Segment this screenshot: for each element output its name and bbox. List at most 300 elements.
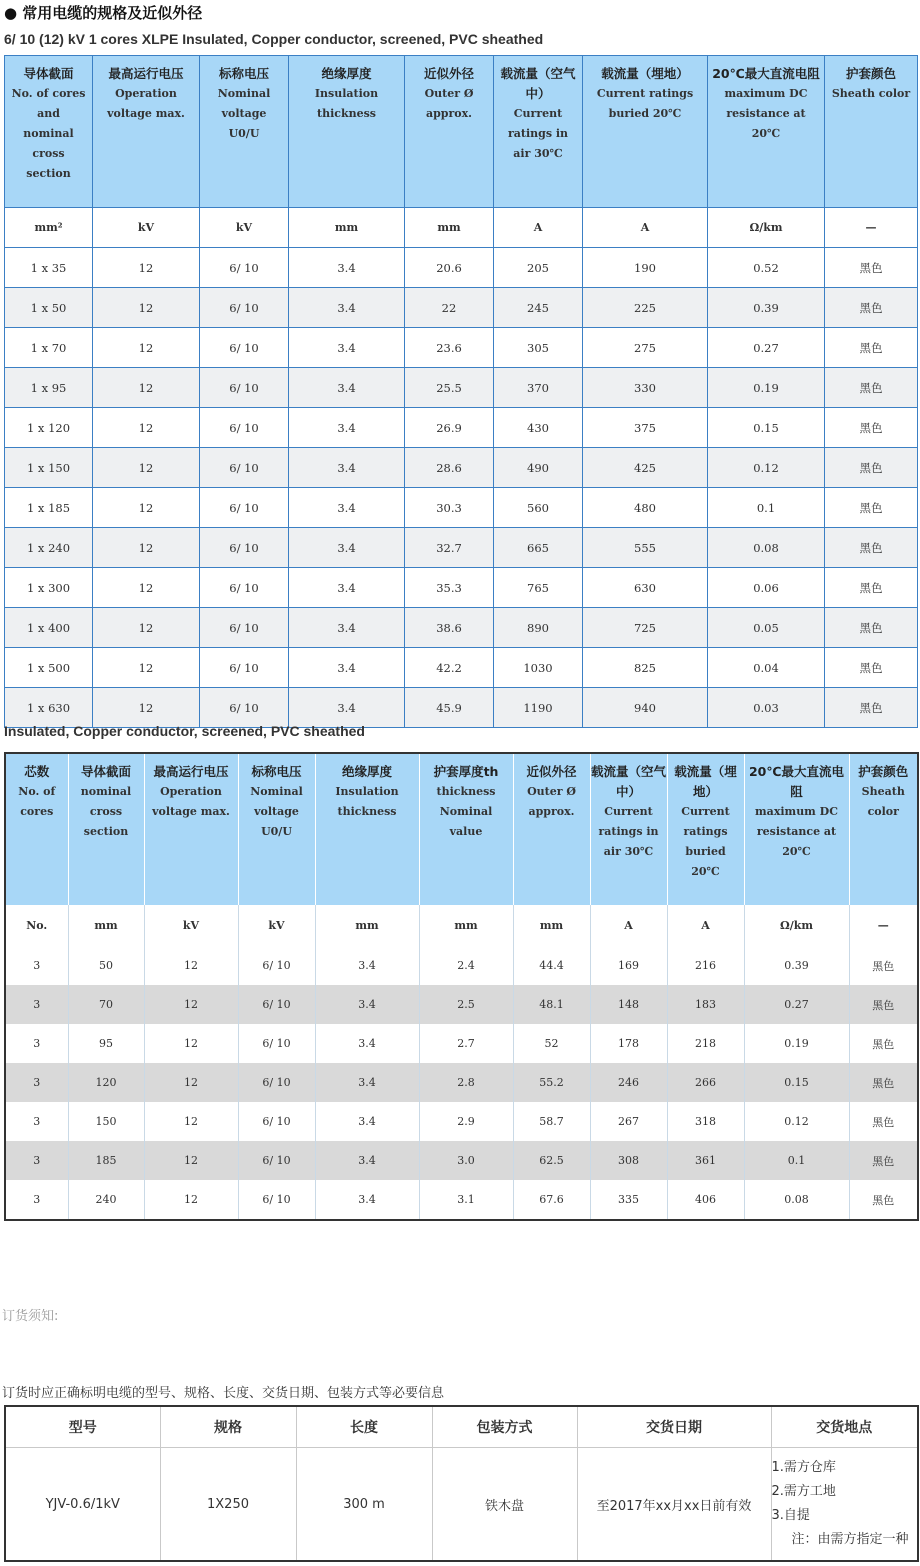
table-cell: 2.5	[419, 985, 513, 1024]
table-cell: 黑色	[825, 328, 918, 368]
column-header-en: nominal cross section	[80, 785, 132, 838]
table-cell: 3.4	[315, 946, 419, 985]
unit-cell: mm	[289, 208, 405, 248]
order-header-delivery-date: 交货日期	[577, 1406, 771, 1448]
table-cell: 32.7	[405, 528, 494, 568]
delivery-location-2: 2.需方工地	[771, 1484, 836, 1499]
table-cell: 225	[583, 288, 708, 328]
table-cell: 12	[93, 608, 200, 648]
table-cell: 430	[494, 408, 583, 448]
column-header	[708, 56, 825, 208]
table-cell: 361	[667, 1141, 744, 1180]
table-cell: 425	[583, 448, 708, 488]
column-header-cn: 近似外径	[526, 764, 577, 779]
table-cell: 120	[68, 1063, 144, 1102]
table-cell: 12	[93, 408, 200, 448]
order-notice-label: 订货须知:	[2, 1309, 59, 1324]
table-cell: 245	[494, 288, 583, 328]
unit-cell: —	[849, 905, 918, 946]
table-cell: 黑色	[849, 1063, 918, 1102]
table-row	[5, 248, 918, 288]
table-cell: 2.4	[419, 946, 513, 985]
table-cell: 6/ 10	[200, 408, 289, 448]
column-header-en: Insulation thickness	[335, 785, 399, 818]
table-row	[5, 608, 918, 648]
table-cell: 6/ 10	[238, 1063, 315, 1102]
table-cell: 3.4	[315, 985, 419, 1024]
table-cell: 黑色	[825, 688, 918, 728]
table-cell: 406	[667, 1180, 744, 1220]
table-row	[5, 1141, 918, 1180]
table-cell: 12	[93, 528, 200, 568]
column-header-cn: 20℃最大直流电阻	[712, 66, 820, 81]
table-cell: 0.15	[708, 408, 825, 448]
table-cell: 0.19	[744, 1024, 849, 1063]
table-cell: 28.6	[405, 448, 494, 488]
table-cell: 318	[667, 1102, 744, 1141]
order-delivery-location	[771, 1448, 918, 1562]
table-cell: 黑色	[825, 648, 918, 688]
table-cell: 0.52	[708, 248, 825, 288]
table-cell: 555	[583, 528, 708, 568]
order-header-packaging: 包装方式	[432, 1406, 577, 1448]
column-header	[849, 753, 918, 905]
unit-cell: mm	[513, 905, 590, 946]
table-row	[5, 408, 918, 448]
column-header-cn: 标称电压	[218, 66, 269, 81]
column-header-en: Current ratings in air 30℃	[598, 805, 659, 858]
table-cell: 67.6	[513, 1180, 590, 1220]
unit-cell: mm	[315, 905, 419, 946]
column-header-cn: 近似外径	[423, 66, 474, 81]
column-header-cn: 绝缘厚度	[341, 764, 392, 779]
table-cell: 178	[590, 1024, 667, 1063]
table-cell: 169	[590, 946, 667, 985]
table-cell: 185	[68, 1141, 144, 1180]
table-cell: 246	[590, 1063, 667, 1102]
table-cell: 3	[33, 1037, 41, 1050]
column-header-cn: 芯数	[24, 764, 50, 779]
unit-cell: —	[825, 208, 918, 248]
table-cell: 490	[494, 448, 583, 488]
table-cell: 12	[93, 368, 200, 408]
table-cell: 190	[583, 248, 708, 288]
unit-cell: kV	[93, 208, 200, 248]
table-cell: 黑色	[825, 568, 918, 608]
table-cell: 1190	[494, 688, 583, 728]
table-cell: 0.12	[744, 1102, 849, 1141]
table-cell: 0.1	[708, 488, 825, 528]
table-cell: 42.2	[405, 648, 494, 688]
table-cell: 黑色	[825, 248, 918, 288]
table-cell: 0.03	[708, 688, 825, 728]
column-header-en: Nominal voltage U0/U	[250, 785, 303, 838]
column-header-cn: 标称电压	[251, 764, 302, 779]
table-row	[5, 1063, 918, 1102]
table-cell: 3.4	[315, 1024, 419, 1063]
column-header-cn: 最高运行电压	[153, 764, 229, 779]
table-cell: 6/ 10	[238, 1141, 315, 1180]
delivery-location-1: 1.需方仓库	[771, 1460, 836, 1475]
table-cell: 6/ 10	[200, 688, 289, 728]
column-header-cn: 最高运行电压	[108, 66, 184, 81]
table-cell: 3	[33, 959, 41, 972]
table-cell: 3.4	[315, 1102, 419, 1141]
table-cell: 150	[68, 1102, 144, 1141]
table-cell: 52	[513, 1024, 590, 1063]
table-cell: 3	[5, 1063, 68, 1102]
table-cell: 12	[144, 1141, 238, 1180]
column-header	[5, 56, 93, 208]
table-row	[5, 1024, 918, 1063]
table-cell: 48.1	[513, 985, 590, 1024]
column-header-cn: 载流量（埋地）	[674, 764, 737, 799]
column-header-en: Insulation thickness	[314, 87, 379, 120]
order-packaging: 铁木盘	[432, 1448, 577, 1562]
table-cell: 6/ 10	[200, 528, 289, 568]
unit-cell: mm	[419, 905, 513, 946]
order-header-spec: 规格	[160, 1406, 296, 1448]
column-header	[405, 56, 494, 208]
table-cell: 2.8	[419, 1063, 513, 1102]
table-row	[5, 648, 918, 688]
column-header-en: Current ratings in air 30℃	[507, 107, 569, 160]
table-cell: 148	[590, 985, 667, 1024]
column-header	[5, 753, 68, 905]
table-cell: 黑色	[849, 1180, 918, 1220]
table-cell: 62.5	[513, 1141, 590, 1180]
table-row	[5, 946, 918, 985]
table-cell: 0.12	[708, 448, 825, 488]
table-cell: 44.4	[513, 946, 590, 985]
table-row	[5, 448, 918, 488]
table-cell: 25.5	[405, 368, 494, 408]
table-cell: 6/ 10	[200, 448, 289, 488]
table-cell: 1 x 95	[5, 368, 93, 408]
page-heading: ● 常用电缆的规格及近似外径	[4, 4, 203, 22]
table-cell: 6/ 10	[200, 328, 289, 368]
table-row	[5, 288, 918, 328]
table-cell: 0.39	[744, 946, 849, 985]
unit-cell: kV	[144, 905, 238, 946]
table-cell: 940	[583, 688, 708, 728]
column-header-cn: 20℃最大直流电阻	[748, 764, 845, 799]
column-header-en: Nominal voltage U0/U	[217, 87, 271, 140]
column-header	[590, 753, 667, 905]
table-cell: 黑色	[825, 488, 918, 528]
table-cell: 黑色	[849, 946, 918, 985]
table-cell: 6/ 10	[238, 1024, 315, 1063]
table-cell: 3.4	[289, 568, 405, 608]
unit-cell: kV	[238, 905, 315, 946]
table-cell: 6/ 10	[200, 248, 289, 288]
table-cell: 3.4	[315, 1063, 419, 1102]
column-header	[513, 753, 590, 905]
unit-cell: A	[494, 208, 583, 248]
table-cell: 1 x 300	[5, 568, 93, 608]
delivery-location-3: 3.自提	[771, 1508, 810, 1523]
column-header-en: Operation voltage max.	[107, 87, 185, 120]
table-cell: 12	[93, 648, 200, 688]
table1-title: 6/ 10 (12) kV 1 cores XLPE Insulated, Copper conductor, screened, PVC sheathed	[4, 31, 544, 47]
table-cell: 6/ 10	[200, 288, 289, 328]
table-cell: 58.7	[513, 1102, 590, 1141]
column-header-en: Current ratings buried 20℃	[596, 87, 694, 120]
column-header-en: No. of cores	[18, 785, 56, 818]
table-cell: 3.0	[419, 1141, 513, 1180]
table-cell: 26.9	[405, 408, 494, 448]
delivery-note: 注：由需方指定一种	[791, 1532, 909, 1547]
order-instructions: 订货时应正确标明电缆的型号、规格、长度、交货日期、包装方式等必要信息	[2, 1386, 445, 1401]
table-cell: 2.9	[419, 1102, 513, 1141]
table-cell: 183	[667, 985, 744, 1024]
table-cell: 218	[667, 1024, 744, 1063]
table-cell: 黑色	[825, 528, 918, 568]
unit-cell: kV	[200, 208, 289, 248]
table-cell: 12	[144, 946, 238, 985]
table-cell: 黑色	[825, 408, 918, 448]
table-cell: 0.08	[708, 528, 825, 568]
table-cell: 38.6	[405, 608, 494, 648]
order-model: YJV-0.6/1kV	[5, 1448, 160, 1562]
table-cell: 20.6	[405, 248, 494, 288]
table-row	[5, 528, 918, 568]
table-cell: 3.4	[289, 648, 405, 688]
table-cell: 黑色	[849, 985, 918, 1024]
column-header-en: Operation voltage max.	[152, 785, 230, 818]
table-cell: 6/ 10	[238, 1180, 315, 1220]
table-cell: 95	[68, 1024, 144, 1063]
table-cell: 305	[494, 328, 583, 368]
unit-cell: Ω/km	[708, 208, 825, 248]
table-cell: 0.08	[744, 1180, 849, 1220]
table-cell: 6/ 10	[200, 488, 289, 528]
table-cell: 45.9	[405, 688, 494, 728]
column-header-cn: 护套厚度th	[433, 764, 499, 779]
table-cell: 3.4	[289, 408, 405, 448]
column-header	[825, 56, 918, 208]
units-row	[5, 208, 918, 248]
unit-cell: mm²	[5, 208, 93, 248]
table-cell: 6/ 10	[238, 946, 315, 985]
order-length: 300 m	[296, 1448, 432, 1562]
table-cell: 3.4	[289, 528, 405, 568]
table-row	[5, 328, 918, 368]
table2-title: Insulated, Copper conductor, screened, PVC sheathed	[4, 723, 365, 739]
column-header	[93, 56, 200, 208]
table-row	[5, 688, 918, 728]
column-header-en: maximum DC resistance at 20℃	[755, 805, 838, 858]
table-cell: 35.3	[405, 568, 494, 608]
table-cell: 2.7	[419, 1024, 513, 1063]
order-header-delivery-location: 交货地点	[771, 1406, 918, 1448]
table-cell: 12	[93, 448, 200, 488]
table-cell: 黑色	[849, 1024, 918, 1063]
table-cell: 黑色	[849, 1141, 918, 1180]
table-cell: 0.27	[708, 328, 825, 368]
table-cell: 0.06	[708, 568, 825, 608]
unit-cell: Ω/km	[744, 905, 849, 946]
table-cell: 3	[33, 1115, 41, 1128]
table-cell: 240	[68, 1180, 144, 1220]
table-cell: 335	[590, 1180, 667, 1220]
column-header-cn: 绝缘厚度	[321, 66, 372, 81]
table-cell: 1 x 50	[5, 288, 93, 328]
table-cell: 216	[667, 946, 744, 985]
table-cell: 50	[68, 946, 144, 985]
table-cell: 6/ 10	[200, 608, 289, 648]
column-header	[583, 56, 708, 208]
table-cell: 黑色	[825, 368, 918, 408]
column-header-en: Sheath color	[831, 87, 911, 100]
table-cell: 12	[93, 328, 200, 368]
column-header-cn: 导体截面	[80, 764, 131, 779]
units-row	[5, 905, 918, 946]
table-cell: 12	[93, 288, 200, 328]
unit-cell: No.	[26, 919, 48, 932]
column-header-en: Outer Ø approx.	[424, 87, 474, 120]
table-cell: 黑色	[849, 1102, 918, 1141]
column-header	[144, 753, 238, 905]
single-core-cable-table	[4, 55, 918, 728]
table-cell: 370	[494, 368, 583, 408]
table-cell: 3	[5, 985, 68, 1024]
table-cell: 1 x 70	[5, 328, 93, 368]
table-cell: 3.4	[289, 488, 405, 528]
table-cell: 6/ 10	[238, 985, 315, 1024]
table-cell: 23.6	[405, 328, 494, 368]
table-cell: 205	[494, 248, 583, 288]
column-header	[238, 753, 315, 905]
table-cell: 黑色	[825, 288, 918, 328]
table-cell: 725	[583, 608, 708, 648]
table-cell: 275	[583, 328, 708, 368]
table-cell: 3.1	[419, 1180, 513, 1220]
table-cell: 55.2	[513, 1063, 590, 1102]
table-cell: 630	[583, 568, 708, 608]
table-cell: 1030	[494, 648, 583, 688]
column-header-en: Current ratings buried 20℃	[681, 805, 730, 878]
table-cell: 6/ 10	[200, 648, 289, 688]
table-row	[5, 985, 918, 1024]
column-header-cn: 导体截面	[23, 66, 74, 81]
table-cell: 0.39	[708, 288, 825, 328]
column-header-en: Sheath color	[861, 785, 905, 818]
table-cell: 3.4	[289, 328, 405, 368]
table-cell: 825	[583, 648, 708, 688]
three-core-cable-table	[4, 752, 919, 1221]
column-header-cn: 护套颜色	[845, 66, 896, 81]
table-cell: 3.4	[315, 1141, 419, 1180]
table-cell: 0.1	[744, 1141, 849, 1180]
table-cell: 6/ 10	[238, 1102, 315, 1141]
table-cell: 3	[33, 1193, 41, 1206]
order-example-table	[4, 1405, 919, 1562]
table-cell: 480	[583, 488, 708, 528]
column-header	[68, 753, 144, 905]
table-cell: 6/ 10	[200, 568, 289, 608]
unit-cell: A	[583, 208, 708, 248]
table-cell: 330	[583, 368, 708, 408]
table-cell: 3.4	[289, 448, 405, 488]
table-cell: 0.27	[744, 985, 849, 1024]
table-cell: 12	[144, 1063, 238, 1102]
table-cell: 890	[494, 608, 583, 648]
table-cell: 30.3	[405, 488, 494, 528]
table-cell: 12	[144, 1102, 238, 1141]
table-cell: 12	[144, 985, 238, 1024]
table-cell: 12	[93, 488, 200, 528]
column-header-en: No. of cores and nominal cross section	[11, 87, 86, 180]
column-header	[315, 753, 419, 905]
order-header-length: 长度	[296, 1406, 432, 1448]
table-cell: 3.4	[289, 608, 405, 648]
table-cell: 3	[5, 1141, 68, 1180]
table-cell: 12	[144, 1180, 238, 1220]
column-header-en: maximum DC resistance at 20℃	[724, 87, 808, 140]
column-header-cn: 载流量（埋地）	[601, 66, 689, 81]
table-cell: 665	[494, 528, 583, 568]
table-cell: 12	[93, 568, 200, 608]
table-cell: 3.4	[315, 1180, 419, 1220]
column-header-en: Outer Ø approx.	[527, 785, 576, 818]
table-cell: 765	[494, 568, 583, 608]
table-cell: 560	[494, 488, 583, 528]
column-header-cn: 载流量（空气中）	[590, 764, 666, 799]
table-cell: 3.4	[289, 288, 405, 328]
column-header-en: thickness Nominal value	[436, 785, 496, 838]
column-header	[494, 56, 583, 208]
header-row	[5, 753, 918, 905]
table-cell: 0.05	[708, 608, 825, 648]
table-cell: 70	[68, 985, 144, 1024]
table-row	[5, 488, 918, 528]
unit-cell: A	[590, 905, 667, 946]
table-cell: 12	[93, 688, 200, 728]
table-cell: 0.15	[744, 1063, 849, 1102]
table-row	[5, 1180, 918, 1220]
table-cell: 12	[93, 248, 200, 288]
unit-cell: mm	[405, 208, 494, 248]
table-cell: 黑色	[825, 448, 918, 488]
unit-cell: A	[667, 905, 744, 946]
unit-cell: mm	[68, 905, 144, 946]
order-delivery-date: 至2017年xx月xx日前有效	[577, 1448, 771, 1562]
table-cell: 308	[590, 1141, 667, 1180]
column-header	[744, 753, 849, 905]
column-header	[419, 753, 513, 905]
table-cell: 6/ 10	[200, 368, 289, 408]
table-cell: 1 x 240	[5, 528, 93, 568]
table-cell: 1 x 630	[5, 688, 93, 728]
table-cell: 1 x 120	[5, 408, 93, 448]
table-cell: 0.19	[708, 368, 825, 408]
column-header-cn: 护套颜色	[858, 764, 909, 779]
table-cell: 12	[144, 1024, 238, 1063]
column-header	[200, 56, 289, 208]
column-header	[289, 56, 405, 208]
order-spec: 1X250	[160, 1448, 296, 1562]
table-cell: 0.04	[708, 648, 825, 688]
table-row	[5, 568, 918, 608]
table-cell: 3.4	[289, 368, 405, 408]
column-header-cn: 载流量（空气中）	[500, 66, 576, 101]
table-row	[5, 368, 918, 408]
table-cell: 3.4	[289, 688, 405, 728]
table-cell: 22	[405, 288, 494, 328]
table-cell: 1 x 150	[5, 448, 93, 488]
column-header	[667, 753, 744, 905]
